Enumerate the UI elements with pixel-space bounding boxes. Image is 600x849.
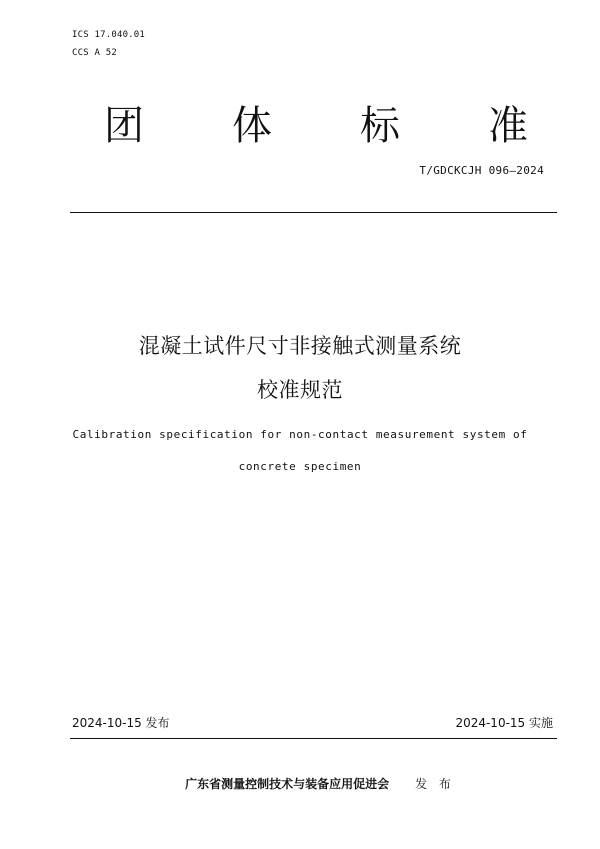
- chinese-title-line-2: 校准规范: [257, 378, 343, 402]
- title-char: 团: [104, 103, 144, 149]
- classification-codes: [72, 26, 145, 62]
- publisher-line: [0, 775, 600, 792]
- top-divider: [70, 212, 557, 213]
- publisher-action: 发 布: [415, 777, 455, 791]
- standard-number: T/GDCKCJH 096—2024: [419, 164, 544, 177]
- implementation-date: 2024-10-15 实施: [455, 716, 553, 730]
- title-char: 体: [232, 103, 272, 149]
- title-char: 标: [360, 103, 400, 149]
- publisher-name: 广东省测量控制技术与装备应用促进会: [185, 777, 390, 791]
- document-type-title: [0, 96, 600, 156]
- ccs-code: CCS A 52: [72, 48, 117, 58]
- bottom-divider: [70, 738, 557, 739]
- english-title-line-1: Calibration specification for non-contact measurement system of: [72, 428, 528, 441]
- english-title-line-2: concrete specimen: [238, 460, 362, 473]
- title-char: 准: [488, 103, 528, 149]
- publish-date: 2024-10-15 发布: [72, 716, 170, 730]
- ics-code: ICS 17.040.01: [72, 30, 146, 40]
- chinese-title-line-1: 混凝土试件尺寸非接触式测量系统: [138, 334, 462, 358]
